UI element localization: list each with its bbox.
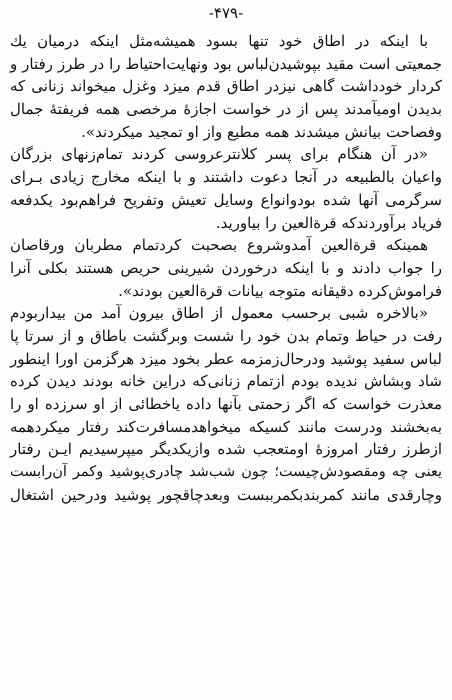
text-line: واعیان بالطبیعه در آنجا دعوت داشتند و با اینکه مخارج زیادی بـرای bbox=[10, 168, 442, 187]
text-line: کردار خودداشت گاهی نیزدر اطاق قدم میزد وغزل میخواند زنانی که bbox=[10, 77, 442, 96]
text-line: بدیدن اومیآمدند پس از در خواست اجازهٔ مرخصی همه فریفتهٔ جمال bbox=[10, 100, 442, 119]
text-line: رفت در حیاط وتمام بدن خود را شست وبرگشت باطاق و از سرتا پا bbox=[10, 326, 442, 345]
text-line: «در آن هنگام برای پسر کلانترعروسی کردند تمام‌زنهای بزرگان bbox=[10, 145, 428, 164]
text-line: شاد وبشاش ندیده بودم ازتمام زنانی‌که دراین خانه بودند دیدن کرده bbox=[10, 372, 442, 391]
text-line: سرگرمی آنها شده بودوانواع وسایل تعیش وتفریح فراهم‌بود یکدفعه bbox=[10, 190, 442, 209]
text-line: فراموش‌کرده دقیقانه متوجه بیانات قرةالعین بودند». bbox=[118, 281, 442, 300]
text-line: معذرت خواست که اگر زحمتی بآنها داده یاخطائی از او سرزده او را bbox=[10, 395, 442, 413]
text-line: به‌بخشند ودرست مانند کسیکه میخواهدمسافرت‌کند رفتار میکردهمه bbox=[10, 417, 442, 436]
text-line: «بالاخره شبی برحسب معمول از اطاق بیرون آمد من بیداربودم bbox=[10, 304, 428, 323]
text-line: لباس سفید پوشید ودرحال‌زمزمه عطر بخود میزد هرگزمن اورا اینطور bbox=[10, 349, 442, 368]
text-line: همینکه قرةالعین آمدوشروع بصحبت کردتمام مطربان ورقاصان bbox=[10, 236, 428, 255]
text-line: وفصاحت بیانش میشدند همه مطیع واز او تمجید میکردند». bbox=[81, 122, 442, 141]
text-line: با اینکه در اطاق خود تنها بسود همیشه‌مثل اینکه درمیان یك bbox=[10, 32, 428, 50]
text-line: یعنی چه ومقصودش‌چیست؛ چون شب‌شد چادری‌پوشید وکمر آن‌رابست bbox=[10, 464, 442, 481]
page-number: -۴۷۹- bbox=[208, 4, 244, 22]
text-line: جمعیتی است مقید بپوشیدن‌لباس بود ونهایت‌احتیاط را در طرز رفتار و bbox=[10, 54, 442, 73]
text-line: را جواب دادند و با اینکه درخوردن شیرینی حریص هستند بکلی آنرا bbox=[10, 258, 442, 277]
body-text bbox=[10, 30, 442, 506]
text-line: ازطرز رفتار امروزهٔ اومتعجب شده وازیکدیگر میپرسیدیم ایـن رفتار bbox=[10, 440, 442, 459]
text-line: فریاد برآوردندکه قرةالعین را بیاورید. bbox=[215, 213, 442, 232]
text-line: وچارقدی مانند کمربندبکمرببست وبعدچاقچور پوشید ودرحین اشتغال bbox=[10, 485, 442, 504]
